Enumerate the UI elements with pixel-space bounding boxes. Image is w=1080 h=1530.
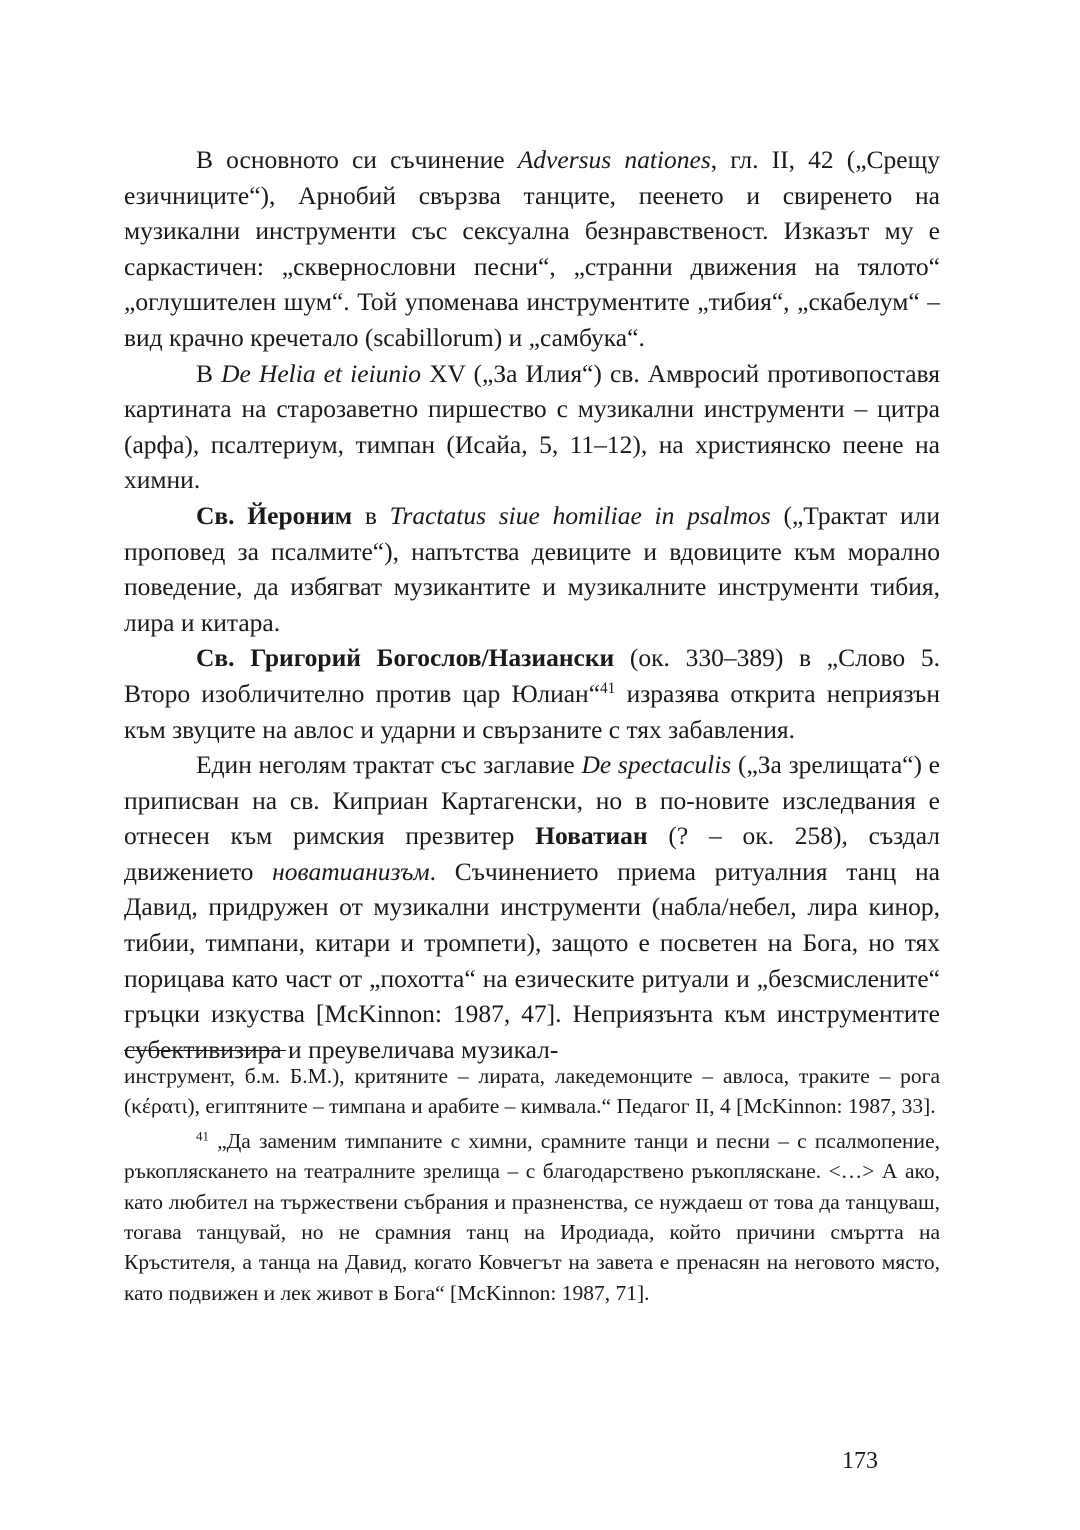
paragraph-gregory: Св. Григорий Богослов/Назиански (ок. 330–389) в „Слово 5. Второ изобличително против цар Юлиан“$^{41}$ изразява открита неприязън към звуците на авлос и ударни и свързаните с тях забавления. xyxy=(124,643,940,744)
footnotes xyxy=(124,1061,940,1312)
work-title: Adversus nationes xyxy=(517,145,711,174)
footnote-continuation: инструмент, б.м. Б.М.), критяните – лирата, лакедемонците – авлоса, траките – рога (κέρατι), египтяните – тимпана и арабите – кимвала.“ Педагог II, 4 [McKinnon: 1987, 33]. xyxy=(124,1064,940,1119)
paragraph-jerome: Св. Йероним в Tractatus siue homiliae in psalmos („Трактат или проповед за псалмите“), напътства девиците и вдовиците към морално поведение, да избягват музикантите и музикалните инструменти тибия, лира и китара. xyxy=(124,500,941,637)
work-title: De Helia et ieiunio xyxy=(221,358,421,388)
main-text xyxy=(124,142,940,1067)
work-title: De spectaculis xyxy=(581,750,732,780)
author-name: Св. Йероним xyxy=(196,500,353,530)
page-number: 173 xyxy=(842,1448,878,1474)
paragraph-novatian: Един неголям трактат със заглавие De spectaculis („За зрелищата“) е приписван на св. Киприан Картагенски, но в по-новите изследвания е отнесен към римския презвитер Новатиан (? – ок. 258), създал движението новатианизъм. Съчинението приема ритуалния танц на Давид, придружен от музикални инструменти (набла/небел, лира кинор, тибии, тимпани, китари и тромпети), защото е посветен на Бога, но тях порицава като част от „похотта“ на езическите ритуали и „безсмислените“ гръцки изкуства [McKinnon: 1987, 47]. Неприязънта към инструментите субективизира и преувеличава музикал- xyxy=(124,750,940,1064)
work-title: Tractatus siue homiliae in psalmos xyxy=(389,500,771,530)
term: новатианизъм xyxy=(272,856,430,886)
footnote-marker: 41 xyxy=(196,1129,209,1144)
footnote-ref[interactable]: 41 xyxy=(600,679,616,697)
author-name: Св. Григорий Богослов/Назиански xyxy=(196,643,615,673)
paragraph-ambrose: В De Helia et ieiunio XV („За Илия“) св. Амвросий противопоставя картината на старозаветно пиршество с музикални инструменти – цитра (арфа), псалтериум, тимпан (Исайа, 5, 11–12), на християнско пеене на химни. xyxy=(124,358,940,495)
footnote-41: $^{41}$ „Да заменим тимпаните с химни, срамните танци и песни – с псалмопение, ръкопляскането на театралните зрелища – с благодарствено ръкопляскане. <…> А ако, като любител на тържествени събрания и празненства, се нуждаеш от това да танцуваш, тогава танцувай, но не срамния танц на Иродиада, който причини смъртта на Кръстителя, а танца на Давид, когато Ковчегът на завета е пренасян на неговото място, като подвижен и лек живот в Бога“ [McKinnon: 1987, 71]. xyxy=(124,1128,940,1305)
paragraph-arnobius: В основното си съчинение Adversus nationes, гл. II, 42 („Срещу езичниците“), Арнобий свързва танците, пеенето и свиренето на музикални инструменти със сексуална безнравственост. Изказът му е саркастичен: „сквернословни песни“, „странни движения на тялото“ „оглушителен шум“. Той упоменава инструментите „тибия“, „скабелум“ – вид крачно кречетало (scabillorum) и „самбука“. xyxy=(124,145,940,352)
author-name: Новатиан xyxy=(535,821,648,851)
footnote-separator xyxy=(124,1050,286,1051)
